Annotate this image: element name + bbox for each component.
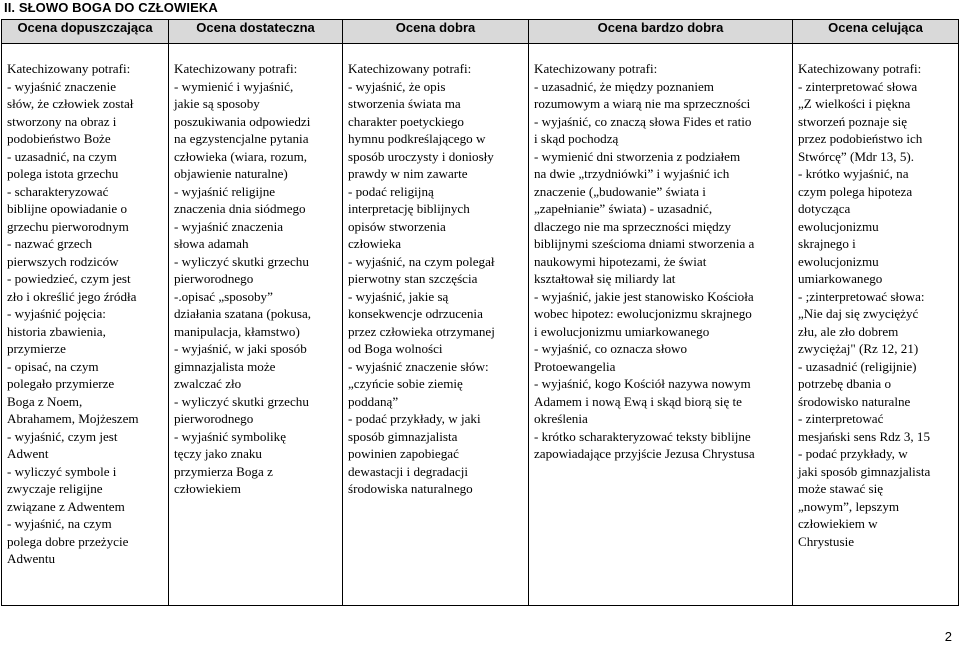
cell-text-line: konsekwencje odrzucenia: [348, 306, 483, 321]
header-row: [2, 20, 959, 44]
cell-text-line: - ;zinterpretować słowa:: [798, 288, 925, 304]
cell-text-line: opisów stworzenia: [348, 218, 446, 234]
cell-text-line: ewolucjonizmu: [798, 218, 879, 234]
cell-text-line: człowieka: [348, 236, 402, 251]
cell-text-line: znaczenie („budowanie” świata i: [534, 183, 706, 199]
cell-text-line: Adamem i nową Ewą i skąd biorą się te: [534, 393, 742, 409]
cell-text-line: - wyjaśnić pojęcia:: [7, 306, 106, 321]
cell-text-line: pierworodnego: [174, 411, 254, 426]
header-ocena-dobra: Ocena dobra: [343, 20, 529, 44]
cell-ocena-celujaca: [793, 44, 959, 606]
cell-text-line: „Z wielkości i piękna: [798, 96, 911, 111]
cell-text-line: Katechizowany potrafi:: [798, 61, 922, 76]
cell-text-line: Abrahamem, Mojżeszem: [7, 411, 139, 426]
cell-text-line: zło i określić jego źródła: [7, 288, 137, 304]
cell-text-line: - opisać, na czym: [7, 358, 99, 374]
cell-text-line: czym polega hipoteza: [798, 183, 913, 199]
cell-text-line: mesjański sens Rdz 3, 15: [798, 428, 931, 444]
cell-ocena-dostateczna: [169, 44, 343, 606]
cell-text-line: złu, ale zło dobrem: [798, 323, 899, 339]
cell-text-line: - podać przykłady, w jaki: [348, 411, 481, 426]
cell-text-line: potrzebę dbania o: [798, 376, 892, 391]
cell-text-line: - uzasadnić (religijnie): [798, 358, 917, 374]
cell-text-line: jaki sposób gimnazjalista: [798, 463, 931, 479]
grading-table: [1, 19, 959, 606]
cell-text-line: - wyjaśnić, jakie są: [348, 288, 449, 304]
cell-text-line: - scharakteryzować: [7, 183, 109, 199]
cell-text-line: Katechizowany potrafi:: [174, 61, 298, 76]
cell-text-line: przez podobieństwo ich: [798, 131, 923, 146]
cell-text-line: na dwie „trzydniówki” i wyjaśnić ich: [534, 166, 730, 181]
cell-text-line: - wyliczyć skutki grzechu: [174, 393, 309, 409]
cell-text-line: - wyjaśnić, że opis: [348, 78, 446, 94]
cell-text-line: - wyjaśnić, co oznacza słowo: [534, 341, 688, 356]
cell-text-line: Chrystusie: [798, 533, 855, 549]
cell-text-line: - wyjaśnić znaczenia: [174, 218, 284, 234]
cell-text-line: sposób uroczysty i doniosły: [348, 148, 494, 164]
cell-text-line: polega istota grzechu: [7, 166, 119, 181]
cell-text-line: stworzeń poznaje się: [798, 113, 908, 129]
cell-text-line: zwalczać zło: [174, 376, 242, 391]
cell-text-line: charakter poetyckiego: [348, 113, 464, 129]
cell-text-line: działania szatana (pokusa,: [174, 306, 312, 321]
cell-ocena-bardzo-dobra: [529, 44, 793, 606]
header-ocena-bardzo-dobra: Ocena bardzo dobra: [529, 20, 793, 44]
cell-text-line: Katechizowany potrafi:: [534, 61, 658, 76]
cell-text-line: środowisko naturalne: [798, 393, 911, 409]
cell-ocena-dobra: [343, 44, 529, 606]
cell-text-line: -.opisać „sposoby”: [174, 288, 273, 304]
cell-text-line: historia zbawienia,: [7, 323, 106, 339]
cell-text-line: zwyczaje religijne: [7, 481, 103, 496]
cell-text-line: prawdy w nim zawarte: [348, 166, 468, 181]
cell-text-line: „Nie daj się zwyciężyć: [798, 306, 919, 321]
cell-text-line: rozumowym a wiarą nie ma sprzeczności: [534, 96, 751, 111]
cell-text-line: Katechizowany potrafi:: [348, 61, 472, 76]
cell-text-line: interpretację biblijnych: [348, 201, 470, 216]
cell-text-line: - podać przykłady, w: [798, 446, 908, 461]
cell-text-line: - wyjaśnić, czym jest: [7, 428, 118, 444]
cell-text-line: od Boga wolności: [348, 341, 443, 356]
cell-text-line: „nowym”, lepszym: [798, 498, 900, 514]
cell-text-line: - wyjaśnić religijne: [174, 183, 276, 199]
cell-text-line: - wyjaśnić symbolikę: [174, 428, 287, 444]
cell-text-line: pierwotny stan szczęścia: [348, 271, 478, 286]
cell-text-line: Boga z Noem,: [7, 393, 83, 409]
content-row: [2, 44, 959, 606]
cell-text-line: - krótko wyjaśnić, na: [798, 166, 909, 181]
cell-text-line: - wyjaśnić, co znaczą słowa Fides et ratio: [534, 113, 752, 129]
cell-ocena-dopuszczajaca: [2, 44, 169, 606]
cell-text-line: objawienie naturalne): [174, 166, 288, 181]
cell-text-line: i skąd pochodzą: [534, 131, 619, 146]
cell-text-line: zapowiadające przyjście Jezusa Chrystusa: [534, 446, 755, 461]
cell-text-line: na egzystencjalne pytania: [174, 131, 309, 146]
cell-text-line: hymnu podkreślającego w: [348, 131, 486, 146]
cell-text-line: określenia: [534, 411, 588, 426]
cell-text-line: słowa adamah: [174, 236, 249, 251]
cell-text-line: powinien zapobiegać: [348, 446, 459, 461]
cell-text-line: umiarkowanego: [798, 271, 883, 286]
cell-text-line: może stawać się: [798, 481, 884, 496]
cell-text-line: manipulacja, kłamstwo): [174, 323, 300, 339]
cell-text-line: podobieństwo Boże: [7, 131, 111, 146]
header-ocena-dostateczna: Ocena dostateczna: [169, 20, 343, 44]
cell-text-line: człowiekiem w: [798, 516, 878, 531]
cell-text-line: - wymienić dni stworzenia z podziałem: [534, 148, 741, 164]
cell-text-line: przymierza Boga z: [174, 463, 273, 479]
cell-text-line: - uzasadnić, że między poznaniem: [534, 78, 714, 94]
cell-text-line: - nazwać grzech: [7, 236, 93, 251]
cell-text-line: wobec hipotez: ewolucjonizmu skrajnego: [534, 306, 752, 321]
cell-text-line: polegało przymierze: [7, 376, 115, 391]
cell-text-line: stworzenia świata ma: [348, 96, 461, 111]
cell-text-line: biblijne opowiadanie o: [7, 201, 127, 216]
cell-text-line: tęczy jako znaku: [174, 446, 262, 461]
cell-text-line: - wyjaśnić, na czym: [7, 516, 112, 531]
cell-text-line: kształtował się miliardy lat: [534, 271, 676, 286]
cell-text-line: „czyńcie sobie ziemię: [348, 376, 463, 391]
cell-text-line: - podać religijną: [348, 183, 434, 199]
cell-text-line: gimnazjalista może: [174, 358, 276, 374]
cell-text-line: Protoewangelia: [534, 358, 616, 374]
cell-text-line: polega dobre przeżycie: [7, 533, 129, 549]
cell-text-line: naukowymi hipotezami, że świat: [534, 253, 707, 269]
cell-text-line: przez człowieka otrzymanej: [348, 323, 495, 339]
cell-text-line: Stwórcę” (Mdr 13, 5).: [798, 148, 914, 164]
cell-text-line: - wyliczyć skutki grzechu: [174, 253, 309, 269]
cell-text-line: znaczenia dnia siódmego: [174, 201, 306, 216]
cell-text-line: ewolucjonizmu: [798, 253, 879, 269]
cell-text-line: biblijnymi sześcioma dniami stworzenia a: [534, 236, 755, 251]
cell-text-line: stworzony na obraz i: [7, 113, 117, 129]
cell-text-line: - krótko scharakteryzować teksty biblijne: [534, 428, 751, 444]
cell-text-line: Adwentu: [7, 551, 56, 566]
cell-text-line: skrajnego i: [798, 236, 856, 251]
cell-text-line: środowiska naturalnego: [348, 481, 473, 496]
cell-text-line: - zinterpretować słowa: [798, 78, 918, 94]
cell-text-line: człowieka (wiara, rozum,: [174, 148, 308, 164]
cell-text-line: grzechu pierworodnym: [7, 218, 129, 234]
cell-text-line: jakie są sposoby: [174, 96, 260, 111]
cell-text-line: sposób gimnazjalista: [348, 428, 458, 444]
cell-text-line: człowiekiem: [174, 481, 241, 496]
page-number: 2: [944, 629, 952, 644]
cell-text-line: przymierze: [7, 341, 66, 356]
header-ocena-dopuszczajaca: Ocena dopuszczająca: [2, 20, 169, 44]
cell-text-line: Katechizowany potrafi:: [7, 61, 131, 76]
cell-text-line: - powiedzieć, czym jest: [7, 271, 131, 286]
cell-text-line: - wyjaśnić znaczenie słów:: [348, 358, 489, 374]
cell-text-line: - wyjaśnić, jakie jest stanowisko Kościoła: [534, 288, 754, 304]
cell-text-line: - wyjaśnić, kogo Kościół nazywa nowym: [534, 376, 751, 391]
cell-text-line: - wyjaśnić, w jaki sposób: [174, 341, 307, 356]
section-title: II. SŁOWO BOGA DO CZŁOWIEKA: [4, 0, 218, 15]
cell-text-line: „zapełnianie” świata) - uzasadnić,: [534, 201, 713, 216]
cell-text-line: dotycząca: [798, 201, 851, 216]
cell-text-line: dewastacji i degradacji: [348, 463, 468, 479]
cell-text-line: - uzasadnić, na czym: [7, 148, 117, 164]
cell-text-line: zwyciężaj" (Rz 12, 21): [798, 341, 919, 356]
cell-text-line: poszukiwania odpowiedzi: [174, 113, 311, 129]
cell-text-line: - wymienić i wyjaśnić,: [174, 78, 294, 94]
cell-text-line: związane z Adwentem: [7, 498, 125, 514]
cell-text-line: słów, że człowiek został: [7, 96, 134, 111]
cell-text-line: pierworodnego: [174, 271, 254, 286]
cell-text-line: i ewolucjonizmu umiarkowanego: [534, 323, 710, 339]
cell-text-line: - wyjaśnić, na czym polegał: [348, 253, 495, 269]
cell-text-line: poddaną”: [348, 393, 399, 409]
cell-text-line: Adwent: [7, 446, 49, 461]
cell-text-line: dlaczego nie ma sprzeczności między: [534, 218, 732, 234]
cell-text-line: - zinterpretować: [798, 411, 884, 426]
header-ocena-celujaca: Ocena celująca: [793, 20, 959, 44]
cell-text-line: - wyliczyć symbole i: [7, 463, 117, 479]
cell-text-line: pierwszych rodziców: [7, 253, 119, 269]
cell-text-line: - wyjaśnić znaczenie: [7, 78, 117, 94]
